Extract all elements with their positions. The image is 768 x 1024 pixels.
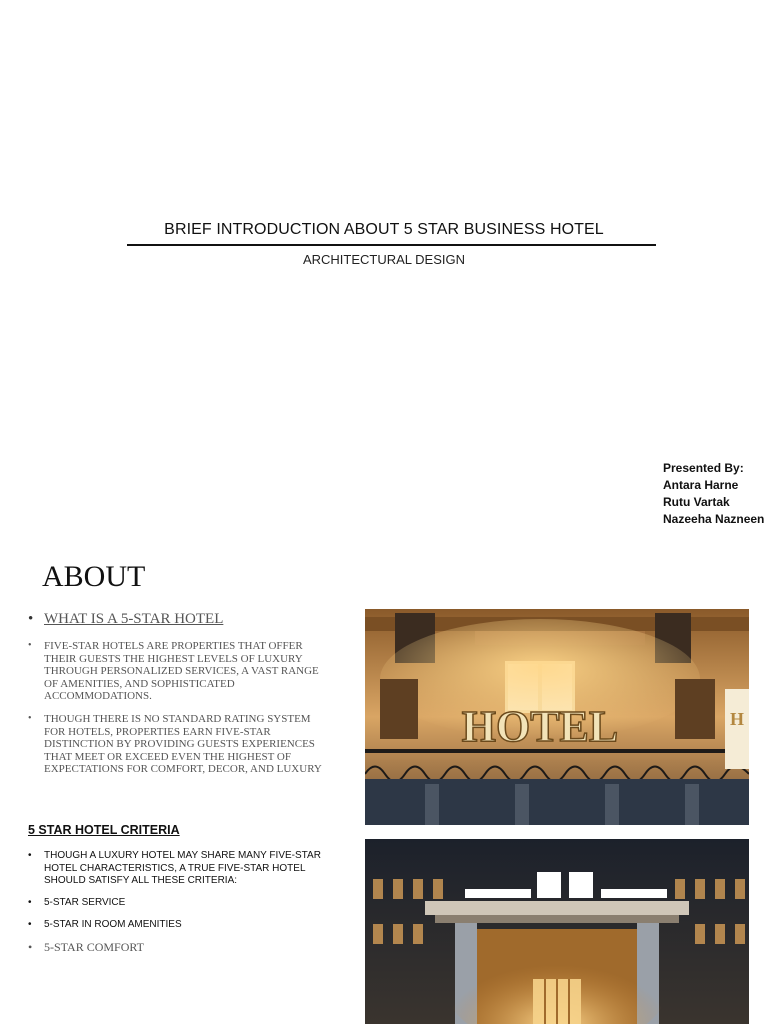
bullet-dot: • xyxy=(28,713,32,724)
criteria-text: 5-STAR COMFORT xyxy=(44,940,145,954)
slide-subtitle: ARCHITECTURAL DESIGN xyxy=(302,252,466,267)
what-is-bullet xyxy=(28,611,348,628)
hotel-entrance-illustration xyxy=(365,839,749,1024)
paragraph-item xyxy=(28,713,324,776)
side-sign-letter: H xyxy=(729,709,745,729)
bullet-dot: • xyxy=(28,897,32,908)
paragraph-item xyxy=(28,640,324,703)
presenter-name: Rutu Vartak xyxy=(663,495,730,509)
presented-by-label: Presented By: xyxy=(663,461,744,475)
title-underline xyxy=(127,244,656,246)
presenters-block xyxy=(663,460,764,528)
what-is-heading: WHAT IS A 5-STAR HOTEL xyxy=(44,611,224,627)
criteria-text: 5-STAR SERVICE xyxy=(44,897,126,908)
bullet-dot: • xyxy=(28,919,32,930)
bullet-dot: • xyxy=(28,640,32,651)
hotel-sign-text: HOTEL xyxy=(461,702,619,751)
criteria-text: 5-STAR IN ROOM AMENITIES xyxy=(44,919,182,930)
criteria-item xyxy=(28,850,328,888)
hotel-sign-photo xyxy=(365,609,749,825)
criteria-heading: 5 STAR HOTEL CRITERIA xyxy=(28,823,180,837)
bullet-dot: • xyxy=(28,611,34,627)
paragraph-text: THOUGH THERE IS NO STANDARD RATING SYSTEM FOR HOTELS, PROPERTIES EARN FIVE-STAR DISTINCTION BY PROVIDING GUESTS EXPERIENCES THAT MEET OR EXCEED EVEN THE HIGHEST OF EXPECTATIONS FOR COMFORT, DECOR, AND LUXURY xyxy=(44,713,322,775)
bullet-dot: • xyxy=(28,850,32,861)
hotel-entrance-photo xyxy=(365,839,749,1024)
hotel-sign-illustration xyxy=(365,609,749,825)
criteria-item xyxy=(28,897,328,910)
about-heading: ABOUT xyxy=(42,560,146,593)
slide-title: BRIEF INTRODUCTION ABOUT 5 STAR BUSINESS HOTEL xyxy=(164,221,604,238)
presenter-name: Antara Harne xyxy=(663,478,739,492)
criteria-item xyxy=(28,919,328,932)
presenter-name: Nazeeha Nazneen xyxy=(663,512,765,526)
paragraph-text: FIVE-STAR HOTELS ARE PROPERTIES THAT OFFER THEIR GUESTS THE HIGHEST LEVELS OF LUXURY THROUGH PERSONALIZED SERVICES, A VAST RANGE OF AMENITIES, AND SOPHISTICATED ACCOMMODATIONS. xyxy=(44,640,319,702)
bullet-dot: • xyxy=(28,940,33,954)
criteria-item xyxy=(28,941,328,954)
criteria-text: THOUGH A LUXURY HOTEL MAY SHARE MANY FIVE-STAR HOTEL CHARACTERISTICS, A TRUE FIVE-STAR HOTEL SHOULD SATISFY ALL THESE CRITERIA: xyxy=(44,850,321,886)
